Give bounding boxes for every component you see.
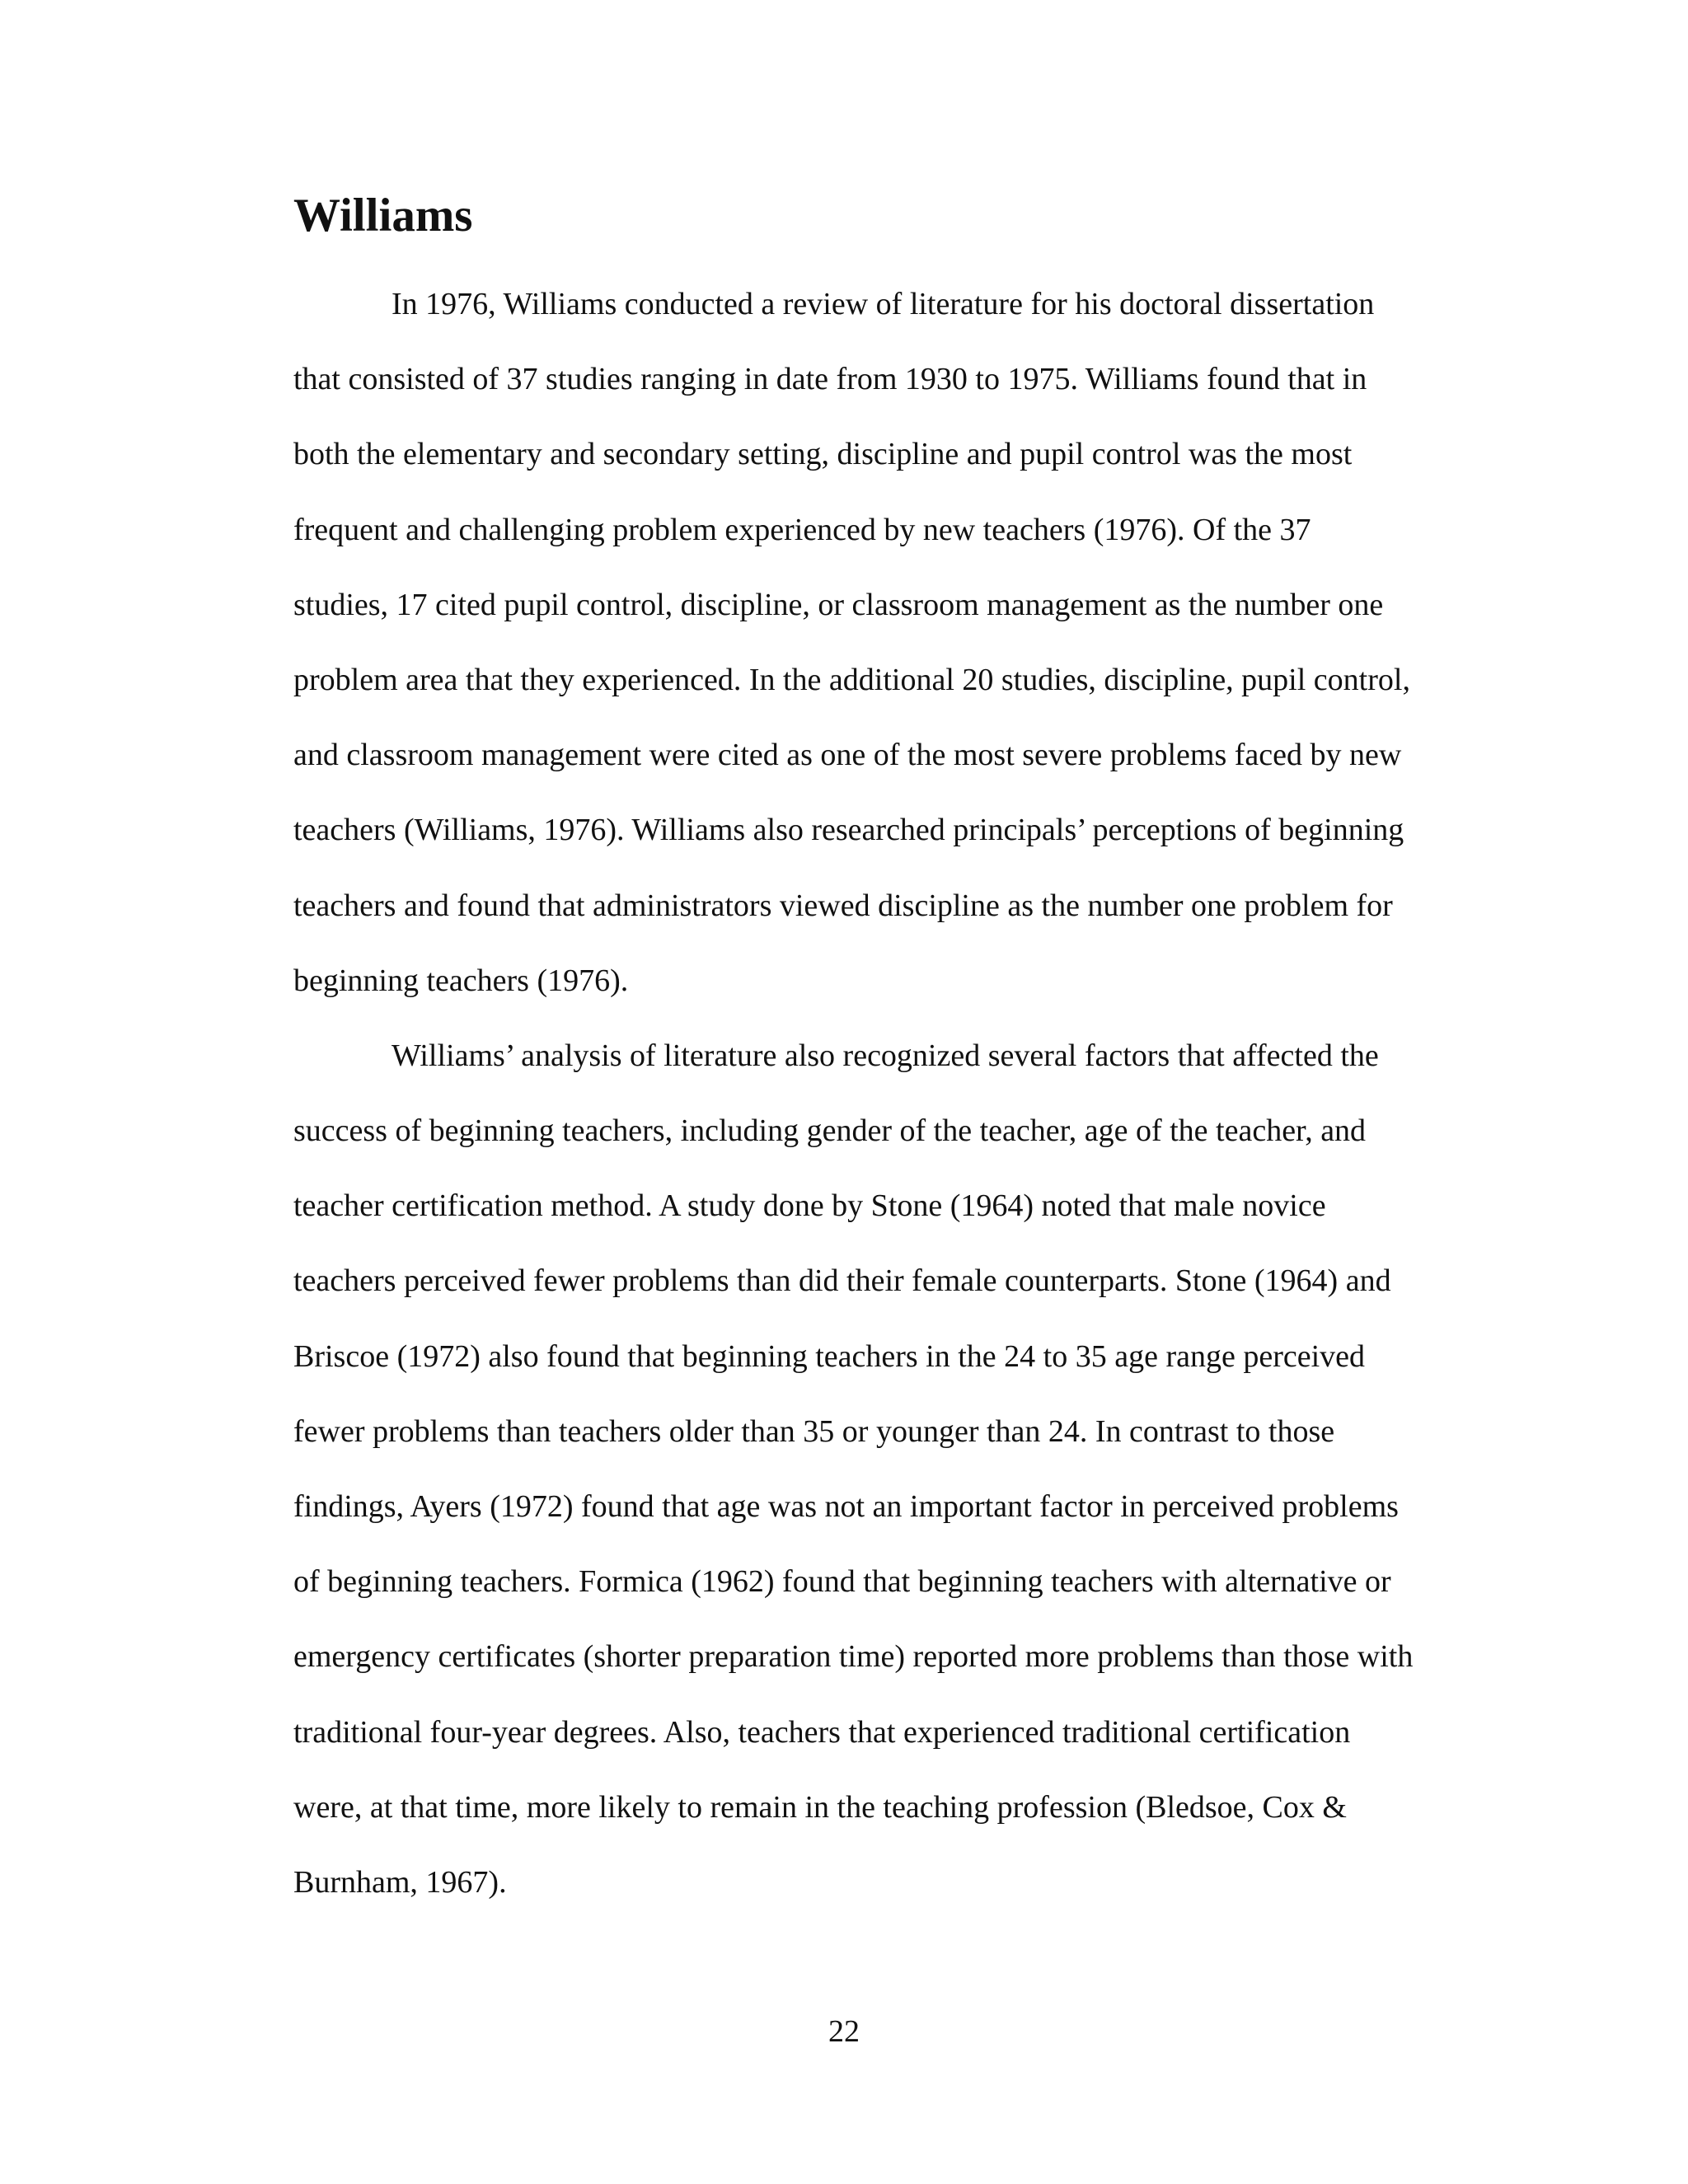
text-line: success of beginning teachers, including gender of the teacher, age of the teacher, and	[293, 1113, 1367, 1149]
text-line: emergency certificates (shorter preparation time) reported more problems than those with	[293, 1639, 1414, 1675]
text-line: fewer problems than teachers older than 35 or younger than 24. In contrast to those	[293, 1413, 1335, 1449]
text-line: teachers and found that administrators viewed discipline as the number one problem for	[293, 888, 1393, 923]
text-line: and classroom management were cited as one of the most severe problems faced by new	[293, 738, 1402, 773]
text-line: teachers perceived fewer problems than did their female counterparts. Stone (1964) and	[293, 1263, 1391, 1299]
text-line: In 1976, Williams conducted a review of literature for his doctoral dissertation	[392, 287, 1375, 321]
text-line: problem area that they experienced. In the additional 20 studies, discipline, pupil control,	[293, 662, 1410, 697]
text-line: Burnham, 1967).	[293, 1864, 507, 1900]
text-line: studies, 17 cited pupil control, discipline, or classroom management as the number one	[293, 587, 1384, 622]
text-line: were, at that time, more likely to remain in the teaching profession (Bledsoe, Cox &	[293, 1789, 1347, 1825]
text-line: beginning teachers (1976).	[293, 963, 629, 998]
text-line: Williams’ analysis of literature also recognized several factors that affected the	[392, 1038, 1379, 1073]
text-line: traditional four-year degrees. Also, teachers that experienced traditional certification	[293, 1714, 1351, 1750]
text-line: both the elementary and secondary setting, discipline and pupil control was the most	[293, 437, 1353, 472]
text-line: teachers (Williams, 1976). Williams also researched principals’ perceptions of beginning	[293, 813, 1404, 848]
body-text	[293, 191, 1480, 1920]
text-line: teacher certification method. A study done by Stone (1964) noted that male novice	[293, 1188, 1326, 1224]
section-heading: Williams	[293, 190, 473, 241]
text-line: Briscoe (1972) also found that beginning teachers in the 24 to 35 age range perceived	[293, 1338, 1366, 1374]
text-line: of beginning teachers. Formica (1962) found that beginning teachers with alternative or	[293, 1564, 1391, 1600]
text-line: findings, Ayers (1972) found that age was not an important factor in perceived problems	[293, 1489, 1399, 1524]
paragraph-1	[293, 267, 1480, 1019]
paragraph-2	[293, 1019, 1480, 1920]
text-line: frequent and challenging problem experienced by new teachers (1976). Of the 37	[293, 512, 1311, 547]
text-line: that consisted of 37 studies ranging in date from 1930 to 1975. Williams found that in	[293, 362, 1367, 397]
page-number: 22	[828, 2014, 860, 2049]
